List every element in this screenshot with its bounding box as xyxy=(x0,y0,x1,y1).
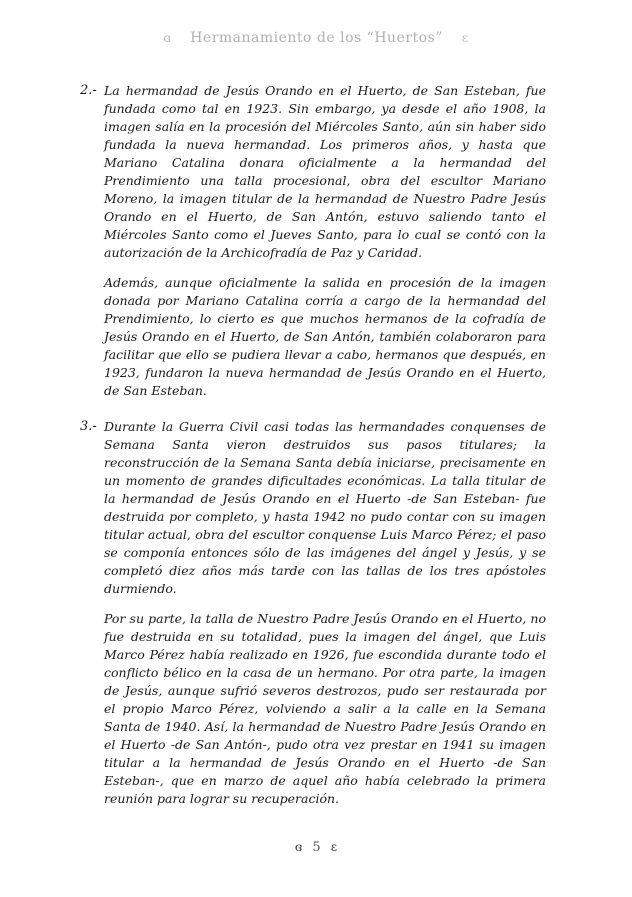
page-body xyxy=(80,82,546,820)
ornament-left-icon: ɞ xyxy=(294,840,303,854)
paragraph: Por su parte, la talla de Nuestro Padre Jesús Orando en el Huerto, no fue destruida en su totalidad, pues la imagen del ángel, que Luis Marco Pérez había realizado en 1926, fue escondida durante todo el conflicto bélico en la casa de un hermano. Por otra parte, la imagen de Jesús, aunque sufrió severos destrozos, pudo ser restaurada por el propio Marco Pérez, volviendo a salir a la calle en la Semana Santa de 1940. Así, la hermandad de Nuestro Padre Jesús Orando en el Huerto -de San Antón-, pudo otra vez prestar en 1941 su imagen titular a la hermandad de Jesús Orando en el Huerto -de San Esteban-, que en marzo de aquel año había celebrado la primera reunión para lograr su recuperación. xyxy=(104,611,546,806)
header-title: Hermanamiento de los “Huertos” xyxy=(190,30,443,46)
item-number: 3.- xyxy=(80,419,97,434)
paragraph: La hermandad de Jesús Orando en el Huerto, de San Esteban, fue fundada como tal en 1923. Sin embargo, ya desde el año 1908, la imagen salía en la procesión del Miércoles Santo, aún sin haber sido fundada la nueva hermandad. Los primeros años, y hasta que Mariano Catalina donara oficialmente a la hermandad del Prendimiento una talla procesional, obra del escultor Mariano Moreno, la imagen titular de la hermandad de Nuestro Padre Jesús Orando en el Huerto, de San Antón, estuvo saliendo tanto el Miércoles Santo como el Jueves Santo, para lo cual se contó con la autorización de la Archicofradía de Paz y Caridad. xyxy=(104,83,546,260)
paragraph: Además, aunque oficialmente la salida en procesión de la imagen donada por Mariano Catalina corría a cargo de la hermandad del Prendimiento, lo cierto es que muchos hermanos de la cofradía de Jesús Orando en el Huerto, de San Antón, también colaboraron para facilitar que ello se pudiera llevar a cabo, hermanos que después, en 1923, fundaron la nueva hermandad de Jesús Orando en el Huerto, de San Esteban. xyxy=(104,275,546,398)
running-header xyxy=(0,30,632,46)
page-footer xyxy=(0,840,632,855)
item-number: 2.- xyxy=(80,83,97,98)
ornament-left-icon: ɞ xyxy=(163,31,172,45)
ornament-right-icon: ɛ xyxy=(461,31,469,45)
paragraph: Durante la Guerra Civil casi todas las hermandades conquenses de Semana Santa vieron destruidos sus pasos titulares; la reconstrucción de la Semana Santa debía iniciarse, precisamente en un momento de grandes dificultades económicas. La talla titular de la hermandad de Jesús Orando en el Huerto -de San Esteban- fue destruida por completo, y hasta 1942 no pudo contar con su imagen titular actual, obra del escultor conquense Luis Marco Pérez; el paso se componía entonces sólo de las imágenes del ángel y Jesús, y se completó diez años más tarde con las tallas de los tres apóstoles durmiendo. xyxy=(104,419,546,596)
list-item xyxy=(80,82,546,412)
list-item xyxy=(80,418,546,820)
page-number: 5 xyxy=(312,840,321,855)
ornament-right-icon: ɛ xyxy=(330,840,338,854)
item-body xyxy=(104,418,546,820)
item-body xyxy=(104,82,546,412)
